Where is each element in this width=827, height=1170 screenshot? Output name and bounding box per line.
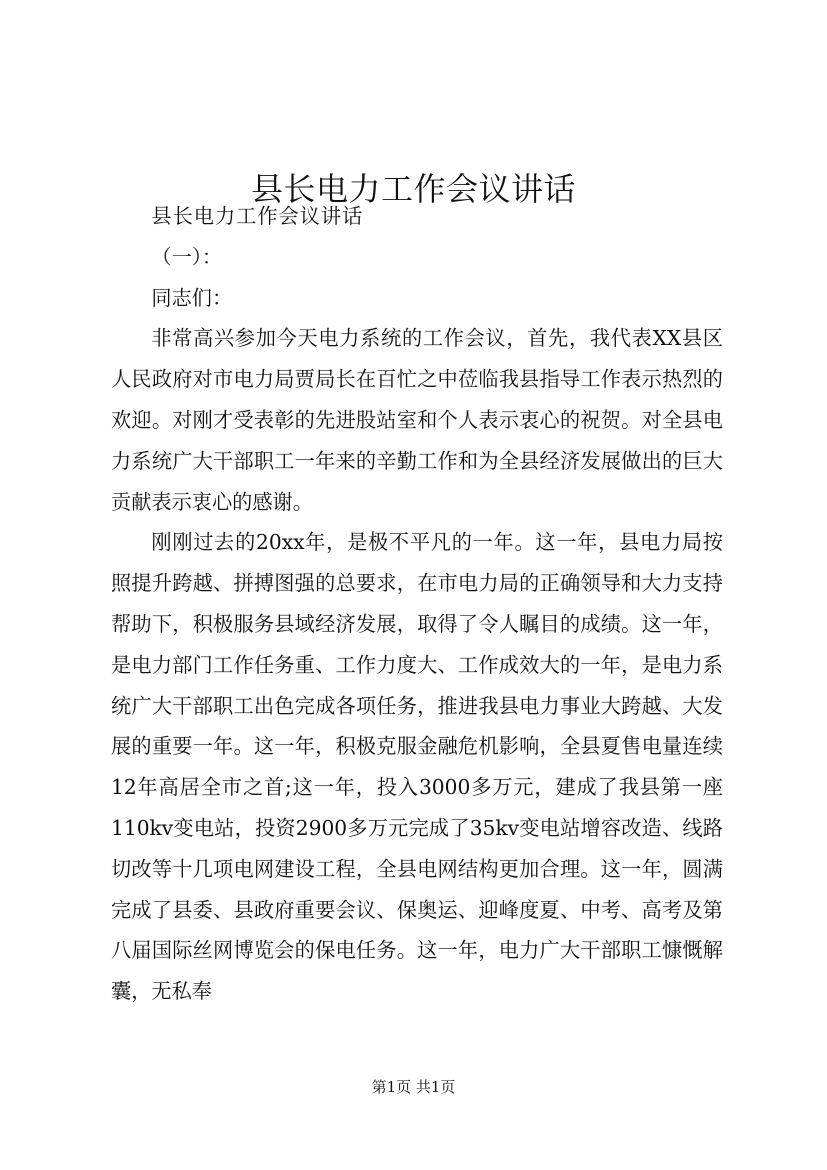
document-body <box>111 196 723 1012</box>
paragraph-1: 非常高兴参加今天电力系统的工作会议，首先，我代表XX县区人民政府对市电力局贾局长在百忙之中莅临我县指导工作表示热烈的欢迎。对刚才受表彰的先进股站室和个人表示衷心的祝贺。对全县电力系统广大干部职工一年来的辛勤工作和为全县经济发展做出的巨大贡献表示衷心的感谢。 <box>111 326 723 514</box>
document-title: 县长电力工作会议讲话 <box>250 170 576 209</box>
section-marker: （一）： <box>151 244 223 269</box>
paragraph-2: 刚刚过去的20xx年，是极不平凡的一年。这一年，县电力局按照提升跨越、拼搏图强的总要求，在市电力局的正确领导和大力支持帮助下，积极服务县域经济发展，取得了令人瞩目的成绩。这一年，是电力部门工作任务重、工作力度大、工作成效大的一年，是电力系统广大干部职工出色完成各项任务，推进我县电力事业大跨越、大发展的重要一年。这一年，积极克服金融危机影响，全县夏售电量连续12年高居全市之首;这一年，投入3000多万元，建成了我县第一座110kv变电站，投资2900多万元完成了35kv变电站增容改造、线路切改等十几项电网建设工程，全县电网结构更加合理。这一年，圆满完成了县委、县政府重要会议、保奥运、迎峰度夏、中考、高考及第八届国际丝网博览会的保电任务。这一年，电力广大干部职工慷慨解囊，无私奉 <box>111 530 723 1004</box>
salutation: 同志们： <box>151 285 233 310</box>
page-footer: 第1页 共1页 <box>371 1078 456 1096</box>
document-subtitle: 县长电力工作会议讲话 <box>151 204 364 228</box>
